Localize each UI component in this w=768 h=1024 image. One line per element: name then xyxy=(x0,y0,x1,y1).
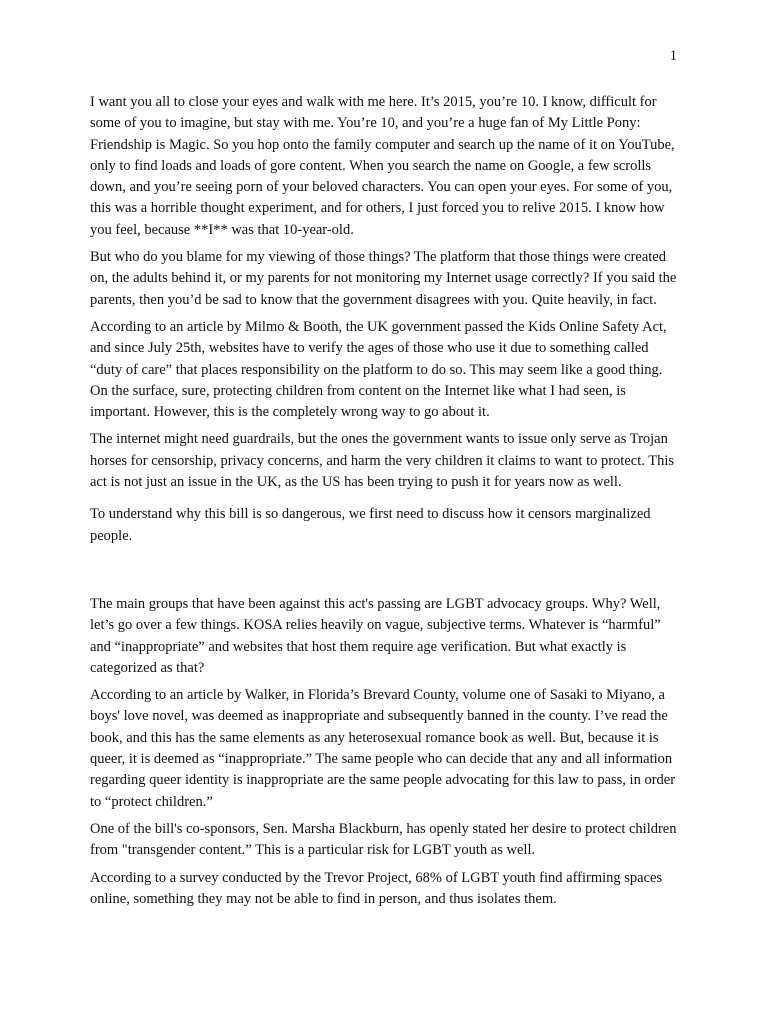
paragraph-guardrails: The internet might need guardrails, but the ones the government wants to issue only serve as Trojan horses for censorship, privacy concerns, and harm the very children it claims to want to protect. This act is not just an issue in the UK, as the US has been trying to push it for years now as well. xyxy=(90,431,674,491)
paragraph-intro: I want you all to close your eyes and walk with me here. It’s 2015, you’re 10. I know, difficult for some of you to imagine, but stay with me. You’re 10, and you’re a huge fan of My Little Pony: Friendship is Magic. So you hop onto the family computer and search up the name of it on YouTube, only to find loads and loads of gore content. When you search the name on Google, a few scrolls down, and you’re seeing porn of your beloved characters. You can open your eyes. For some of you, this was a horrible thought experiment, and for others, I just forced you to relive 2015. I know how you feel, because **I** was that 10-year-old. xyxy=(90,94,675,238)
paragraph-lgbt-groups: The main groups that have been against this act's passing are LGBT advocacy groups. Why? Well, let’s go over a few things. KOSA relies heavily on vague, subjective terms. Whatever is “harmful” and “inappropriate” and websites that host them require age verification. But what exactly is categorized as that? xyxy=(90,595,661,676)
document-body xyxy=(90,92,680,916)
page-number: 1 xyxy=(669,48,677,64)
paragraph-censorship-intro: To understand why this bill is so dangerous, we first need to discuss how it censors marginalized people. xyxy=(90,506,651,544)
paragraph-trevor-survey: According to a survey conducted by the Trevor Project, 68% of LGBT youth find affirming spaces online, something they may not be able to find in person, and thus isolates them. xyxy=(90,869,663,907)
paragraph-cosponsor: One of the bill's co-sponsors, Sen. Marsha Blackburn, has openly stated her desire to protect children from "transgender content.” This is a particular risk for LGBT youth as well. xyxy=(90,820,677,859)
paragraph-blame: But who do you blame for my viewing of those things? The platform that those things were created on, the adults behind it, or my parents for not monitoring my Internet usage correctly? If you said the parents, then you’d be sad to know that the government disagrees with you. Quite heavily, in fact. xyxy=(90,249,677,308)
paragraph-book-ban: According to an article by Walker, in Florida’s Brevard County, volume one of Sasaki to Miyano, a boys' love novel, was deemed as inappropriate and subsequently banned in the county. I’ve read the book, and this has the same elements as any heterosexual romance book as well. But, because it is queer, it is deemed as “inappropriate.” The same people who can decide that any and all information regarding queer identity is inappropriate are the same people advocating for this law to pass, in order to “protect children.” xyxy=(90,687,676,810)
paragraph-uk-act: According to an article by Milmo & Booth, the UK government passed the Kids Online Safety Act, and since July 25th, websites have to verify the ages of those who use it due to something called “duty of care” that places responsibility on the platform to do so. This may seem like a good thing. On the surface, sure, protecting children from content on the Internet like what I had seen, is important. However, this is the completely wrong way to go about it. xyxy=(90,318,667,421)
